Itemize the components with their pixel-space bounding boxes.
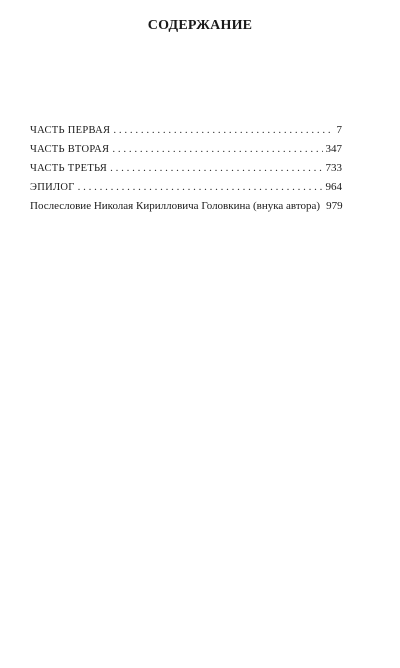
toc-entry-label: Послесловие Николая Кирилловича Головкина (внука автора) xyxy=(30,200,321,212)
toc-entry-afterword xyxy=(30,197,342,216)
toc-entry-label: ЭПИЛОГ xyxy=(30,182,75,193)
dot-leader xyxy=(113,121,333,140)
toc-entry-page: 964 xyxy=(325,181,342,193)
toc-entry-part-two xyxy=(30,140,342,159)
table-of-contents xyxy=(30,121,342,216)
toc-entry-page: 347 xyxy=(325,143,342,155)
toc-entry-label: ЧАСТЬ ВТОРАЯ xyxy=(30,144,110,155)
toc-entry-page: 7 xyxy=(336,124,342,136)
toc-entry-label: ЧАСТЬ ТРЕТЬЯ xyxy=(30,163,108,174)
toc-entry-label: ЧАСТЬ ПЕРВАЯ xyxy=(30,125,111,136)
dot-leader xyxy=(112,140,322,159)
dot-leader xyxy=(78,178,323,197)
toc-entry-epilogue xyxy=(30,178,342,197)
toc-entry-page: 733 xyxy=(325,162,342,174)
toc-entry-part-three xyxy=(30,159,342,178)
dot-leader xyxy=(110,159,322,178)
page-title: СОДЕРЖАНИЕ xyxy=(147,18,253,33)
toc-entry-part-one xyxy=(30,121,342,140)
toc-entry-page: 979 xyxy=(326,200,343,212)
